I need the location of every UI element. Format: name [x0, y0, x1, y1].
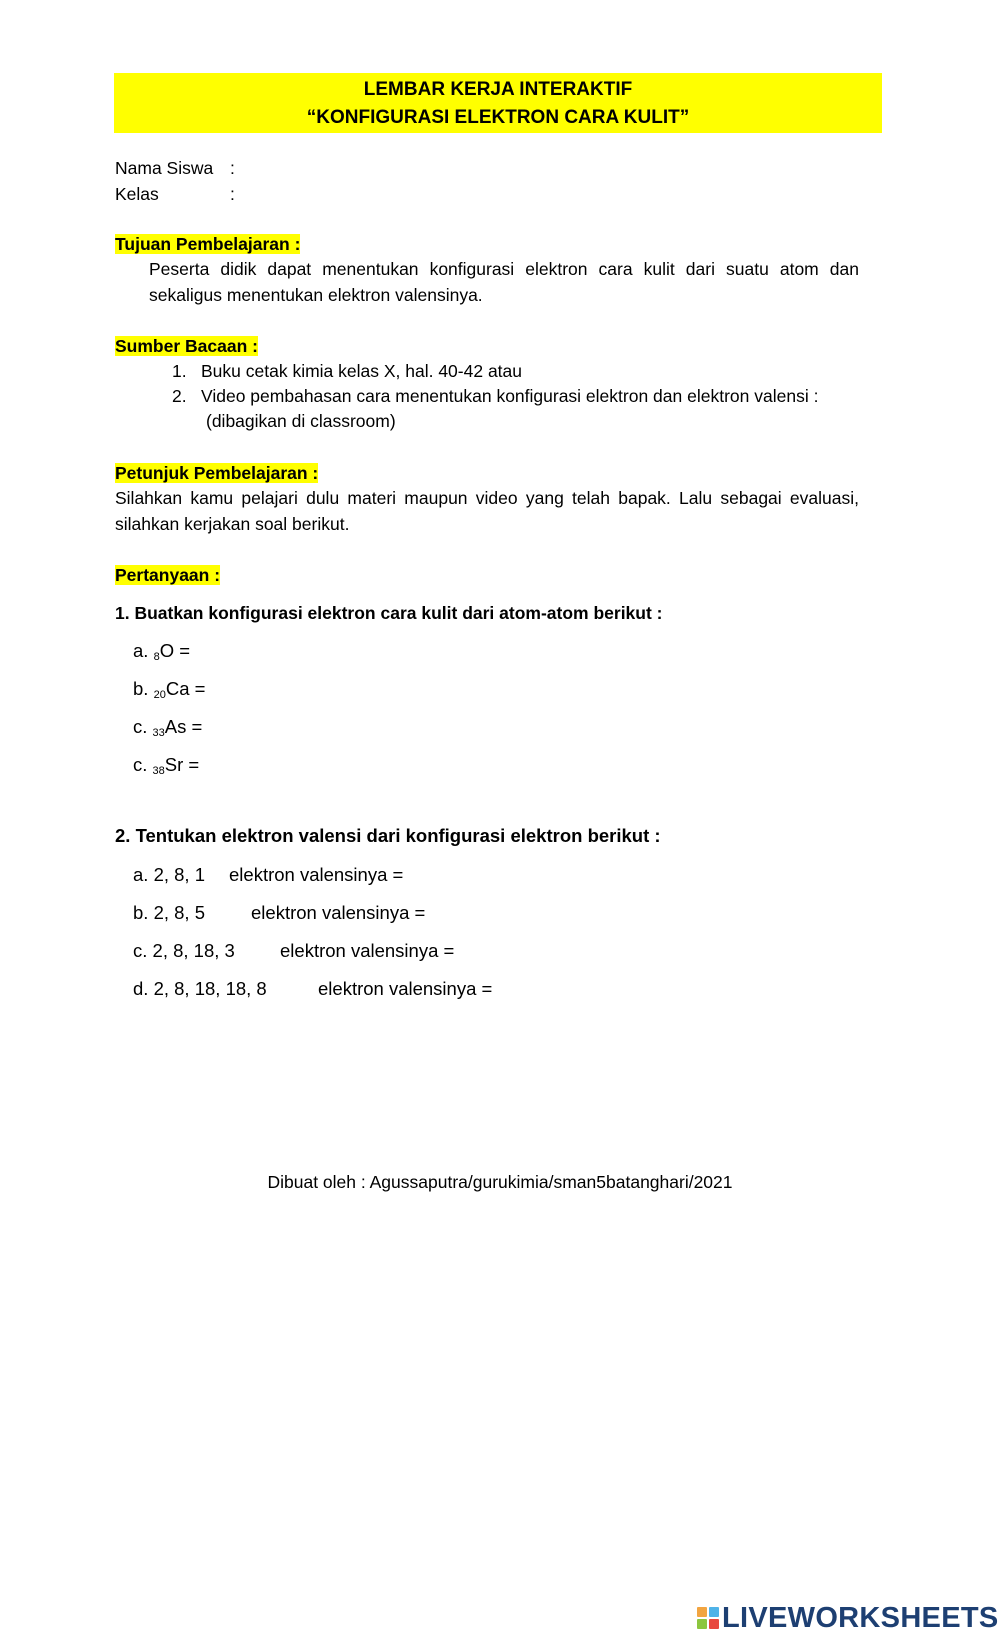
atomic-number: 38	[152, 765, 165, 777]
atomic-number: 20	[153, 689, 166, 701]
logo-grid-icon	[697, 1607, 719, 1629]
equals-sign: =	[188, 754, 200, 775]
student-name-label: Nama Siswa	[115, 158, 214, 178]
item-letter: c.	[133, 716, 148, 737]
sources-heading-text: Sumber Bacaan :	[115, 336, 258, 356]
title-banner	[114, 73, 882, 133]
student-name-colon: :	[230, 158, 235, 178]
logo-wordmark: LIVEWORKSHEETS	[722, 1602, 999, 1634]
instructions-text: Silahkan kamu pelajari dulu materi maupun video yang telah bapak. Lalu sebagai evaluasi, silahkan kerjakan soal berikut.	[115, 488, 859, 534]
question-1-prompt: 1. Buatkan konfigurasi elektron cara kulit dari atom-atom berikut :	[115, 603, 663, 623]
questions-heading-text: Pertanyaan :	[115, 565, 221, 585]
sources-heading	[115, 333, 258, 359]
logo-square-icon	[697, 1619, 707, 1629]
item-letter: c.	[133, 754, 148, 775]
question-2-item-d-config: d. 2, 8, 18, 18, 8	[133, 978, 267, 999]
question-2-item-c-config: c. 2, 8, 18, 3	[133, 940, 235, 961]
element-symbol: As	[164, 716, 187, 737]
objectives-text: Peserta didik dapat menentukan konfigurasi elektron cara kulit dari suatu atom dan sekaligus menentukan elektron valensinya.	[149, 259, 859, 305]
item-letter: a.	[133, 640, 149, 661]
question-2-prompt: 2. Tentukan elektron valensi dari konfigurasi elektron berikut :	[115, 825, 661, 846]
equals-sign: =	[194, 678, 206, 699]
question-2-item-a-answer: elektron valensinya =	[229, 864, 404, 885]
instructions-heading	[115, 460, 318, 486]
equals-sign: =	[179, 640, 191, 661]
question-2-item-a-config: a. 2, 8, 1	[133, 864, 205, 885]
element-symbol: O	[159, 640, 175, 661]
question-1-item-a	[133, 638, 190, 664]
equals-sign: =	[191, 716, 203, 737]
question-1-item-c	[133, 714, 202, 740]
question-2-item-b-answer: elektron valensinya =	[251, 902, 426, 923]
source-item-1-text: Buku cetak kimia kelas X, hal. 40-42 atau	[201, 361, 523, 381]
element-symbol: Ca	[165, 678, 190, 699]
questions-heading	[115, 562, 220, 588]
logo-square-icon	[709, 1607, 719, 1617]
atomic-number: 33	[152, 727, 165, 739]
question-1-item-b	[133, 676, 205, 702]
title-line-2: “KONFIGURASI ELEKTRON CARA KULIT”	[306, 107, 690, 128]
question-2-item-d-answer: elektron valensinya =	[318, 978, 493, 999]
instructions-heading-text: Petunjuk Pembelajaran :	[115, 463, 319, 483]
source-item-2-text: Video pembahasan cara menentukan konfigurasi elektron dan elektron valensi :	[201, 386, 819, 406]
title-line-1: LEMBAR KERJA INTERAKTIF	[363, 79, 633, 100]
student-class-colon: :	[230, 184, 235, 204]
element-symbol: Sr	[164, 754, 184, 775]
question-2-item-c-answer: elektron valensinya =	[280, 940, 455, 961]
item-letter: b.	[133, 678, 149, 699]
source-item-1-number: 1.	[172, 361, 187, 381]
source-item-2-note: (dibagikan di classroom)	[206, 411, 396, 431]
author-credit: Dibuat oleh : Agussaputra/gurukimia/sman5batanghari/2021	[267, 1172, 733, 1192]
logo-square-icon	[697, 1607, 707, 1617]
question-2-item-b-config: b. 2, 8, 5	[133, 902, 205, 923]
objectives-heading	[115, 231, 300, 257]
logo-square-icon	[709, 1619, 719, 1629]
liveworksheets-logo[interactable]	[697, 1602, 999, 1634]
atomic-number: 8	[153, 651, 160, 663]
objectives-heading-text: Tujuan Pembelajaran :	[115, 234, 301, 254]
student-class-label: Kelas	[115, 184, 159, 204]
question-1-item-d	[133, 752, 199, 778]
source-item-2-number: 2.	[172, 386, 187, 406]
